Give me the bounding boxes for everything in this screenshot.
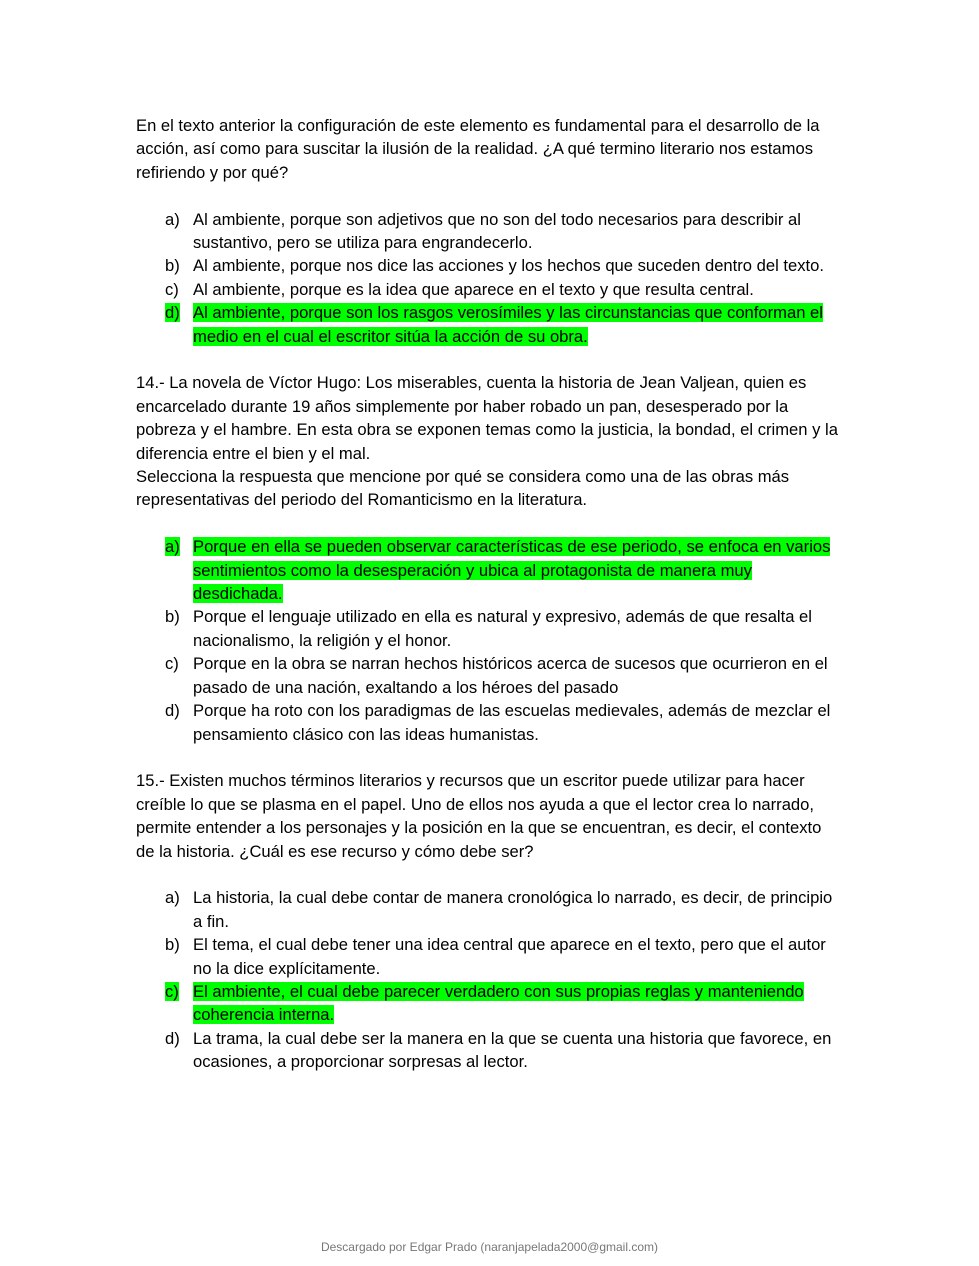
option-letter: a) [165,888,180,908]
q14-option-a-highlighted [136,535,842,605]
option-letter: b) [165,256,180,276]
q13-prompt: En el texto anterior la configuración de este elemento es fundamental para el desarrollo de la acción, así como para suscitar la ilusión de la realidad. ¿A qué termino literario nos estamos refiriendo y por qué? [136,116,820,182]
q15-options [136,886,842,1073]
option-letter: b) [165,607,180,627]
spacer [136,348,842,371]
option-text: El tema, el cual debe tener una idea central que aparece en el texto, pero que el autor no la dice explícitamente. [193,935,826,978]
spacer [136,746,842,769]
option-letter: d) [165,1028,180,1048]
q14-option-d [136,699,842,746]
option-text: Al ambiente, porque son adjetivos que no son del todo necesarios para describir al sustantivo, pero se utiliza para engrandecerlo. [193,209,801,253]
q14-options [136,535,842,746]
option-letter: a) [165,209,180,229]
option-letter: a) [165,537,180,557]
q14-instruction: Selecciona la respuesta que mencione por qué se considera como una de las obras más representativas del periodo del Romanticismo en la literatura. [136,467,790,510]
option-text: El ambiente, el cual debe parecer verdadero con sus propias reglas y manteniendo coherencia interna. [193,981,804,1025]
q14-option-b [136,605,842,652]
q15-option-a [136,886,842,933]
option-text: Al ambiente, porque son los rasgos verosímiles y las circunstancias que conforman el medio en el cual el escritor sitúa la acción de su obra. [193,303,823,346]
q15-option-c-highlighted [136,980,842,1027]
q13-option-d-highlighted [136,301,842,348]
option-letter: c) [165,981,179,1001]
q13-option-b [136,254,842,277]
option-text: La historia, la cual debe contar de manera cronológica lo narrado, es decir, de principio a fin. [193,888,833,931]
q13-options [136,208,842,348]
option-text: Al ambiente, porque nos dice las acciones y los hechos que suceden dentro del texto. [193,256,824,276]
q15-option-d [136,1027,842,1074]
option-text: Porque ha roto con los paradigmas de las escuelas medievales, además de mezclar el pensamiento clásico con las ideas humanistas. [193,701,831,744]
option-text: Porque en la obra se narran hechos históricos acerca de sucesos que ocurrieron en el pasado de una nación, exaltando a los héroes del pasado [193,654,828,697]
option-letter: c) [165,654,179,674]
q13-option-c [136,278,842,301]
option-letter: d) [165,701,180,721]
option-text: Porque el lenguaje utilizado en ella es natural y expresivo, además de que resalta el nacionalismo, la religión y el honor. [193,607,812,650]
option-text: Porque en ella se pueden observar características de ese periodo, se enfoca en varios sentimientos como la desesperación y ubica al protagonista de manera muy desdichada. [193,537,831,604]
spacer [136,863,842,886]
spacer [136,184,842,207]
download-footer: Descargado por Edgar Prado (naranjapelada2000@gmail.com) [320,1240,659,1254]
q14-prompt: 14.- La novela de Víctor Hugo: Los miserables, cuenta la historia de Jean Valjean, quien es encarcelado durante 19 años simplemente por haber robado un pan, desesperado por la pobreza y el hambre. En esta obra se exponen temas como la justicia, la bondad, el crimen y la diferencia entre el bien y el mal. [136,373,838,463]
q15-option-b [136,933,842,980]
option-letter: b) [165,935,180,955]
option-letter: c) [165,279,179,299]
document-page [136,114,842,1074]
spacer [136,512,842,535]
option-letter: d) [165,303,180,323]
option-text: La trama, la cual debe ser la manera en la que se cuenta una historia que favorece, en ocasiones, a proporcionar sorpresas al lector. [193,1028,832,1072]
q15-prompt: 15.- Existen muchos términos literarios y recursos que un escritor puede utilizar para hacer creíble lo que se plasma en el papel. Uno de ellos nos ayuda a que el lector crea lo narrado, permite entender a los personajes y la posición en la que se encuentran, es decir, el contexto de la historia. ¿Cuál es ese recurso y cómo debe ser? [136,771,822,861]
q14-option-c [136,652,842,699]
option-text: Al ambiente, porque es la idea que aparece en el texto y que resulta central. [193,279,754,299]
q13-option-a [136,208,842,255]
